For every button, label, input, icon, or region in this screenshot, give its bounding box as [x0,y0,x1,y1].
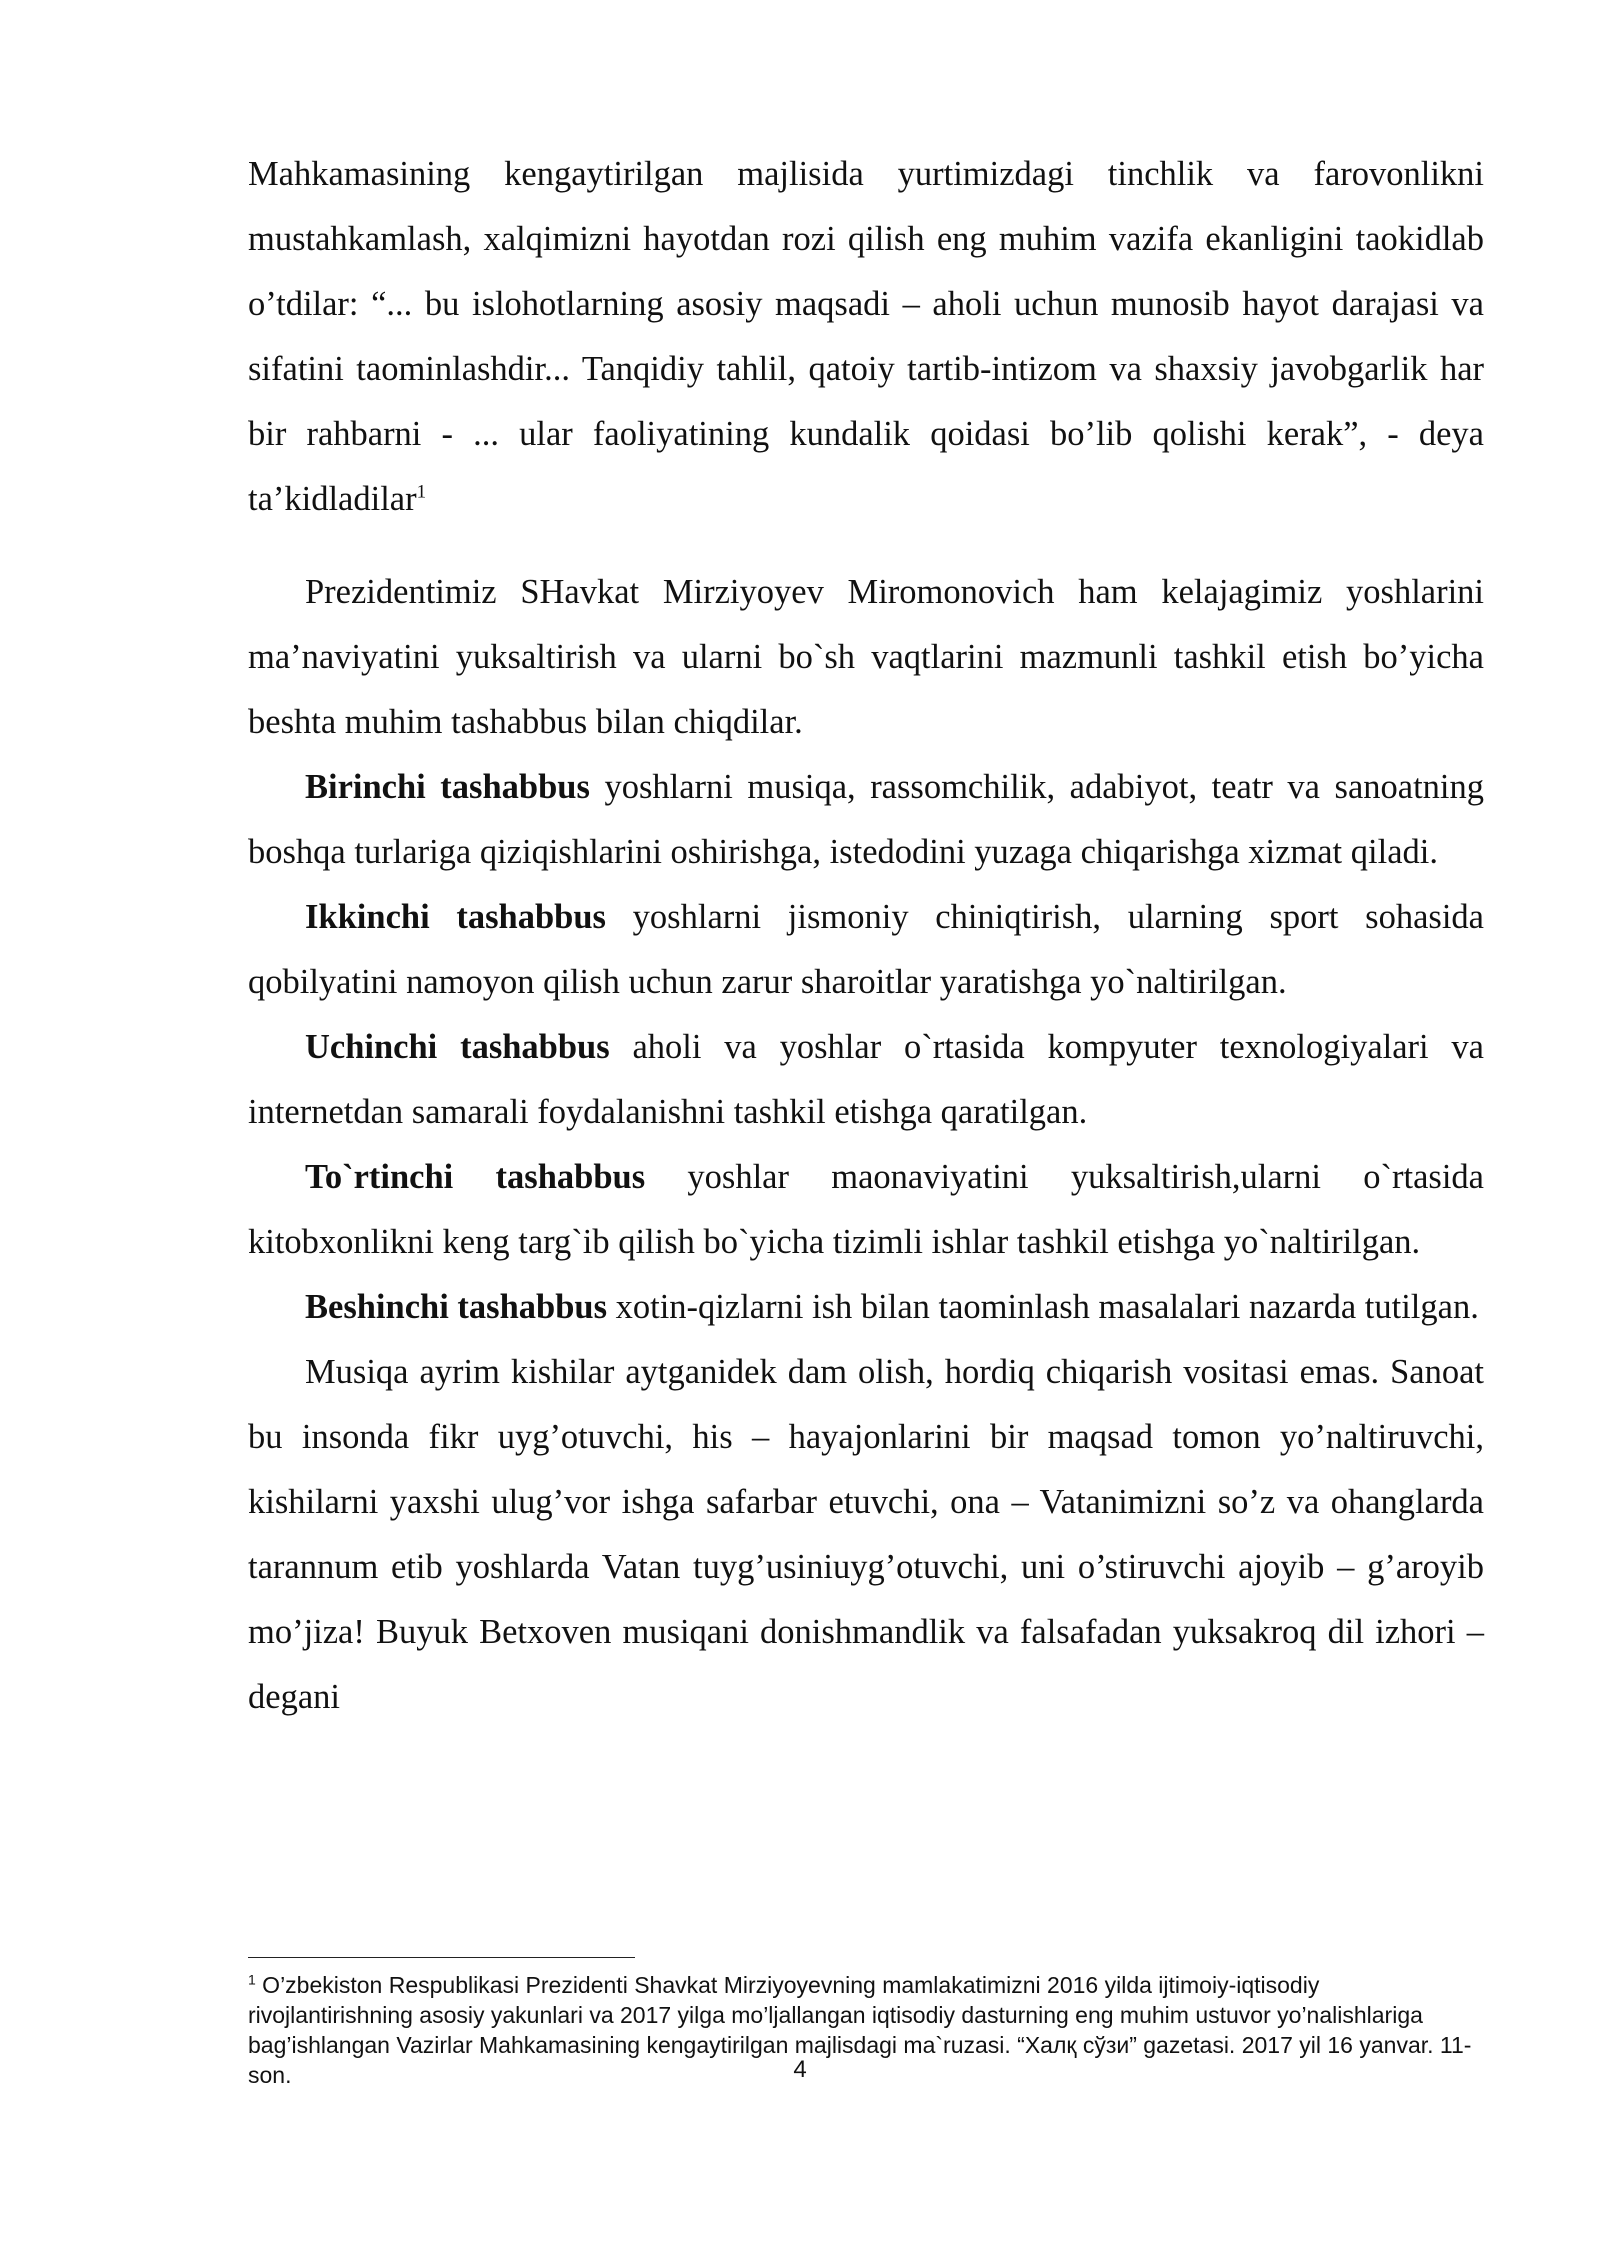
initiative-title: Beshinchi tashabbus [305,1288,608,1326]
initiative-text: aholi va yoshlar o`rtasida kompyuter texnologiyalari va internetdan samarali foydalanishni tashkil etishga qaratilgan. [248,1028,1484,1131]
initiative-title: To`rtinchi tashabbus [305,1158,646,1196]
initiative-paragraph-4 [248,1145,1484,1275]
footnote-separator [248,1957,635,1958]
paragraph-president: Prezidentimiz SHavkat Mirziyoyev Miromonovich ham kelajagimiz yoshlarini ma’naviyatini yuksaltirish va ularni bo`sh vaqtlarini mazmunli tashkil etish bo’yicha beshta muhim tashabbus bilan chiqdilar. [248,573,1484,741]
initiative-text: xotin-qizlarni ish bilan taominlash masalalari nazarda tutilgan. [607,1288,1479,1326]
paragraph-music: Musiqa ayrim kishilar aytganidek dam olish, hordiq chiqarish vositasi emas. Sanoat bu insonda fikr uyg’otuvchi, his – hayajonlarini bir maqsad tomon yo’naltiruvchi, kishilarni yaxshi ulug’vor ishga safarbar etuvchi, ona – Vatanimizni so’z va ohanglarda tarannum etib yoshlarda Vatan tuyg’usiniuyg’otuvchi, uni o’stiruvchi ajoyib – g’aroyib mo’jiza! Buyuk Betxoven musiqani donishmandlik va falsafadan yuksakroq dil izhori – degani [248,1353,1484,1716]
initiative-paragraph-3 [248,1015,1484,1145]
page-number: 4 [793,2056,807,2083]
initiative-paragraph-1 [248,755,1484,885]
initiative-paragraph-2 [248,885,1484,1015]
initiative-paragraph-5 [248,1275,1484,1340]
paragraph-gap [248,532,1484,560]
initiative-text: yoshlar maonaviyatini yuksaltirish,ularni o`rtasida kitobxonlikni keng targ`ib qilish bo`yicha tizimli ishlar tashkil etishga yo`naltirilgan. [248,1158,1484,1261]
initiative-title: Birinchi tashabbus [305,768,590,806]
footnote-reference: 1 [416,481,427,503]
initiative-text: yoshlarni musiqa, rassomchilik, adabiyot, teatr va sanoatning boshqa turlariga qiziqishlarini oshirishga, istedodini yuzaga chiqarishga xizmat qiladi. [248,768,1485,871]
footnote-text: O’zbekiston Respublikasi Prezidenti Shavkat Mirziyoyevning mamlakatimizni 2016 yilda ijtimoiy-iqtisodiy rivojlantirishning asosiy yakunlari va 2017 yilga mo’ljallangan iqtisodiy dasturning eng muhim ustuvor yo’nalishlariga bag’ishlangan Vazirlar Mahkamasining kengaytirilgan majlisdagi ma`ruzasi. “Халқ сўзи” gazetasi. 2017 yil 16 yanvar. 11-son. [248,1972,1472,2088]
initiative-text: yoshlarni jismoniy chiniqtirish, ularning sport sohasida qobilyatini namoyon qilish uchun zarur sharoitlar yaratishga yo`naltirilgan. [248,898,1484,1001]
paragraph-intro [248,142,1484,532]
footnote-marker: 1 [248,1971,256,1988]
initiative-title: Uchinchi tashabbus [305,1028,610,1066]
paragraph-intro-text: Mahkamasining kengaytirilgan majlisida yurtimizdagi tinchlik va farovonlikni mustahkamlash, xalqimizni hayotdan rozi qilish eng muhim vazifa ekanligini taokidlab o’tdilar: “... bu islohotlarning asosiy maqsadi – aholi uchun munosib hayot darajasi va sifatini taominlashdir... Tanqidiy tahlil, qatoiy tartib-intizom va shaxsiy javobgarlik har bir rahbarni - ... ular faoliyatining kundalik qoidasi bo’lib qolishi kerak”, - deya ta’kidladilar [248,155,1484,518]
body-text [248,142,1484,1730]
initiative-title: Ikkinchi tashabbus [305,898,606,936]
